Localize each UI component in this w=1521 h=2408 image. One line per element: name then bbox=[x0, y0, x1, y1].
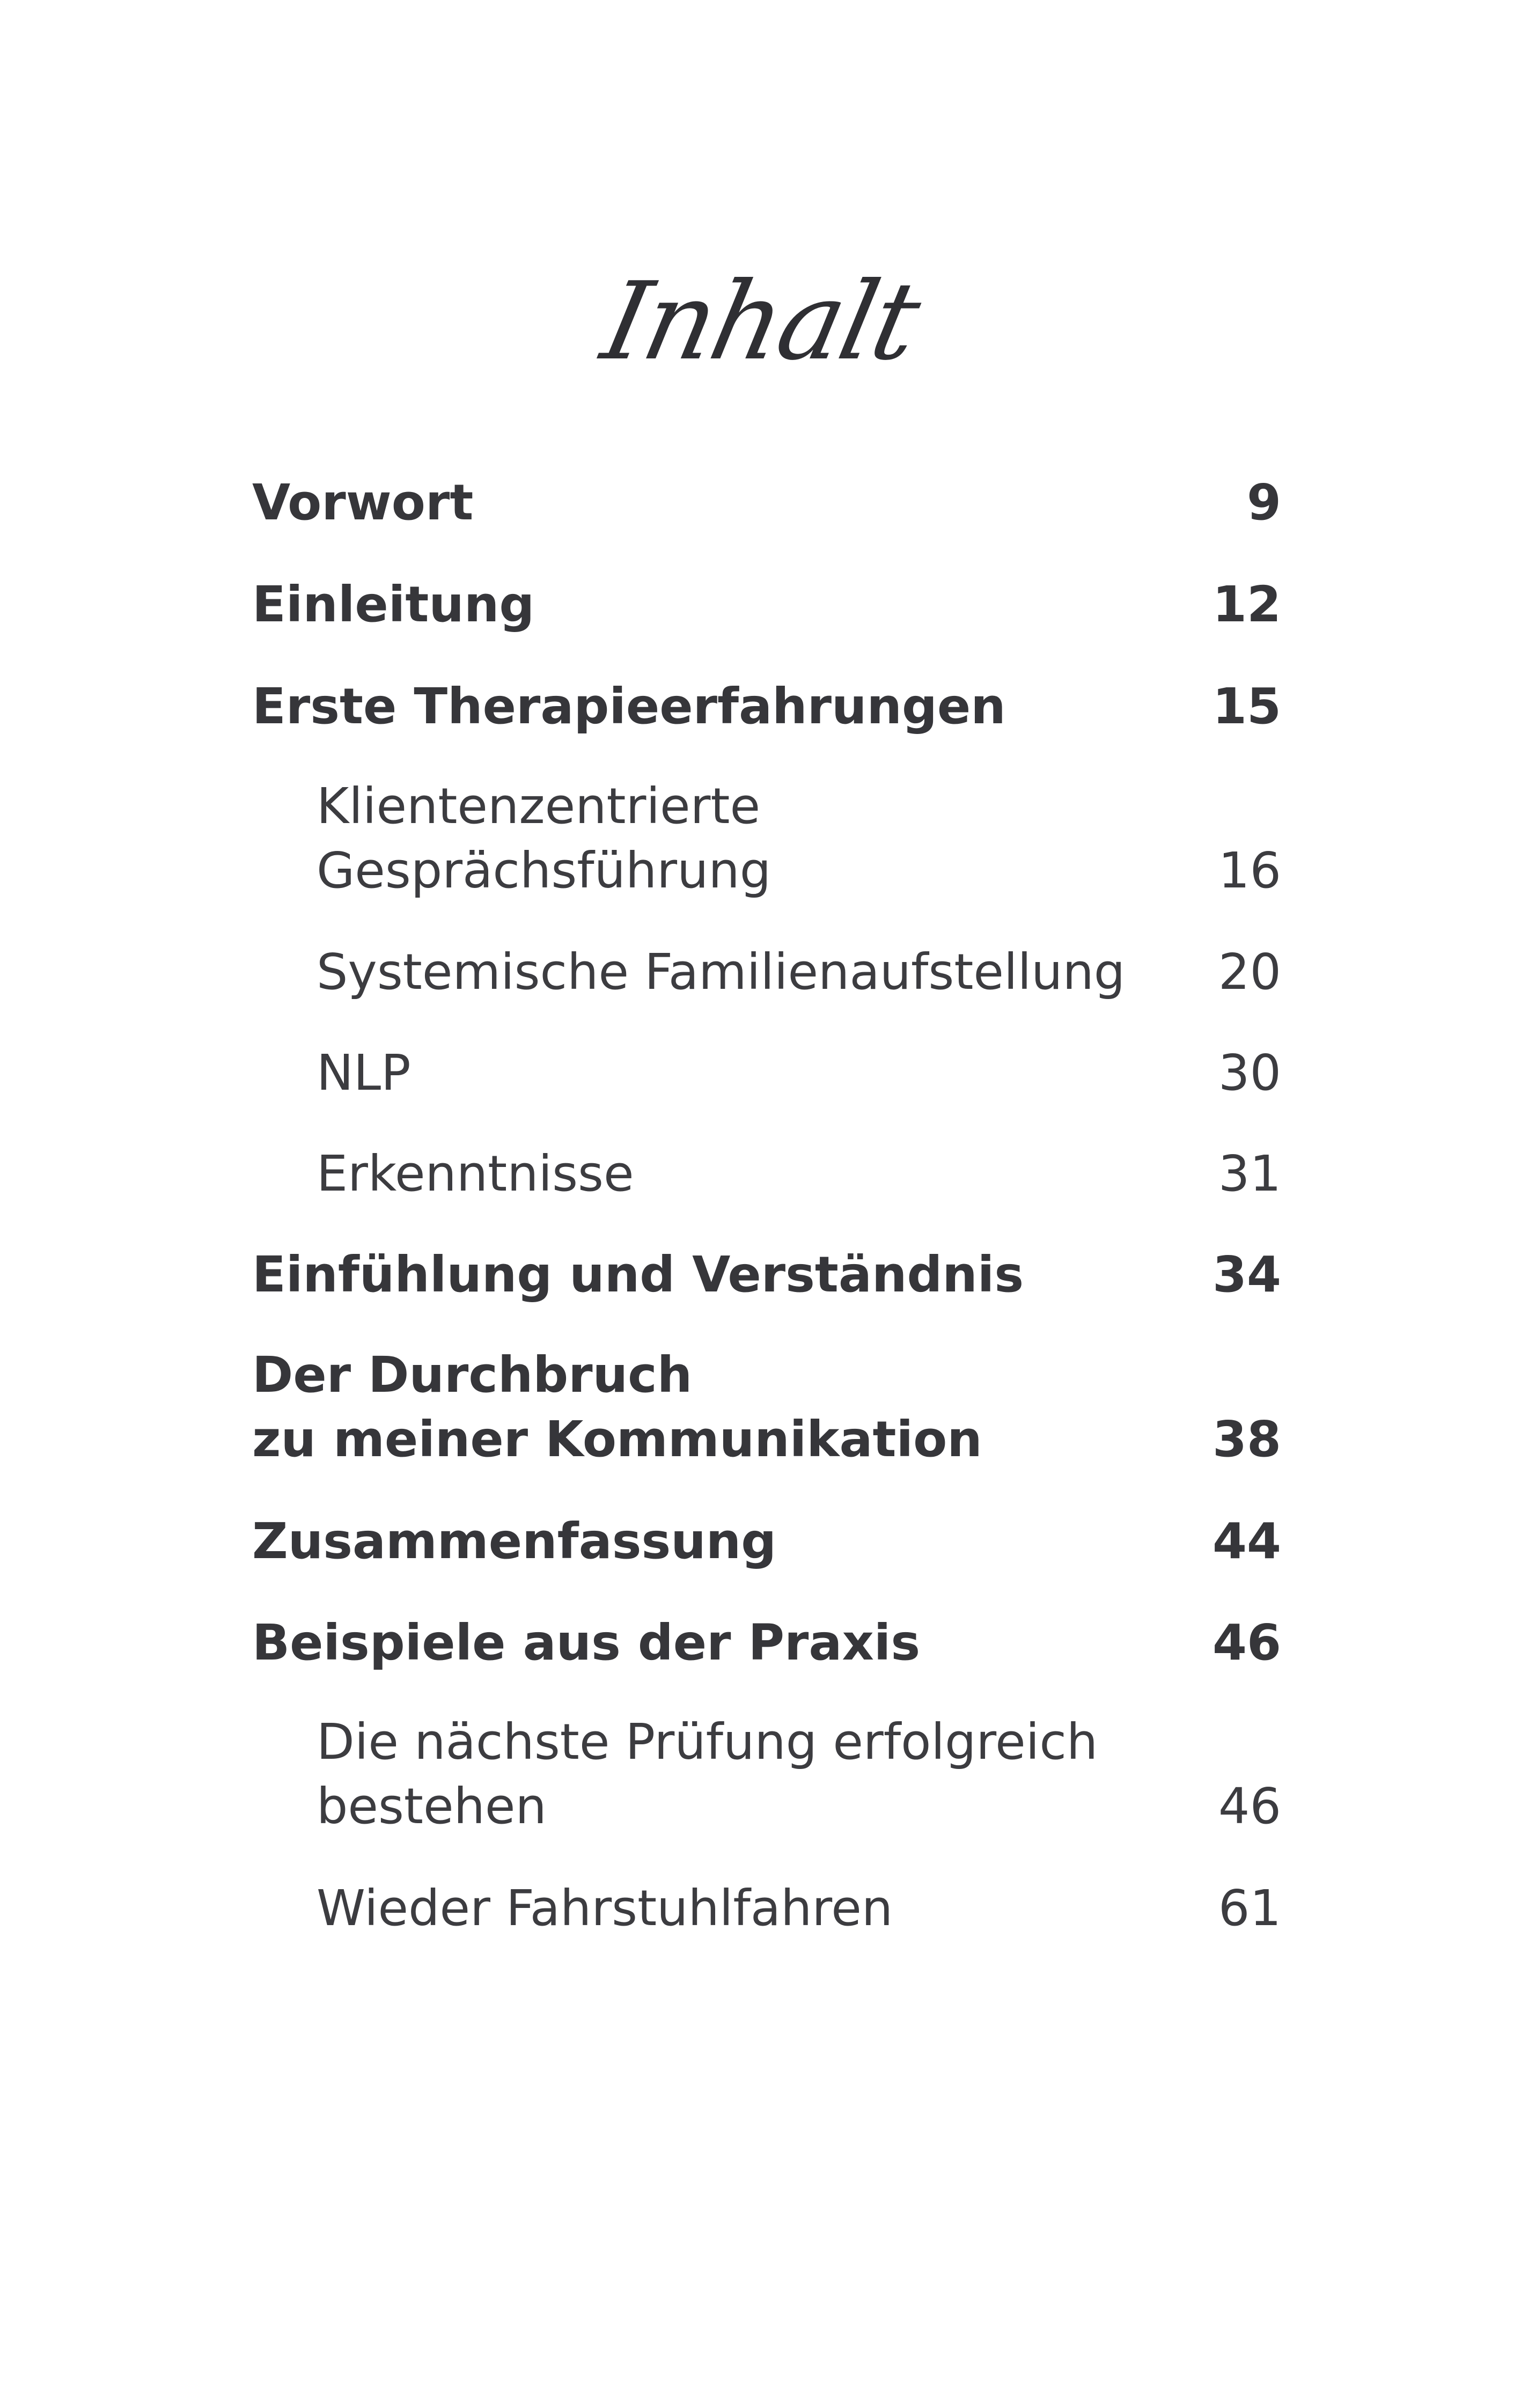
toc-entry-label: NLP bbox=[317, 1044, 411, 1102]
toc-entry-label: Der Durchbruch zu meiner Kommunikation bbox=[252, 1346, 982, 1468]
toc-entry-page: 61 bbox=[1218, 1880, 1281, 1937]
toc-entry-page: 9 bbox=[1246, 474, 1281, 531]
toc-entry-page: 44 bbox=[1212, 1513, 1281, 1570]
toc-entry-label: Klientenzentrierte Gesprächsführung bbox=[317, 777, 771, 899]
toc-entry-page: 38 bbox=[1212, 1411, 1281, 1468]
page-title: Inhalt bbox=[592, 259, 929, 384]
toc-entry-page: 16 bbox=[1218, 842, 1281, 899]
toc-entry-label: Die nächste Prüfung erfolgreich bestehen bbox=[317, 1713, 1098, 1835]
toc-entry-page: 46 bbox=[1218, 1778, 1281, 1835]
toc-entry-page: 30 bbox=[1218, 1044, 1281, 1102]
toc-entry-label: Einleitung bbox=[252, 576, 535, 633]
toc-entry-label: Erkenntnisse bbox=[317, 1145, 634, 1202]
toc-entry-page: 34 bbox=[1212, 1246, 1281, 1303]
toc-entry-page: 20 bbox=[1218, 943, 1281, 1001]
toc-entry-label: Beispiele aus der Praxis bbox=[252, 1614, 921, 1671]
toc-entry-page: 12 bbox=[1212, 576, 1281, 633]
toc-entry-label: Einfühlung und Verständnis bbox=[252, 1246, 1024, 1303]
toc-entry-page: 31 bbox=[1218, 1145, 1281, 1202]
toc-entry-label: Erste Therapieerfahrungen bbox=[252, 678, 1006, 735]
toc-entry-label: Systemische Familienaufstellung bbox=[317, 943, 1126, 1001]
toc-entry-page: 15 bbox=[1212, 678, 1281, 735]
toc-entry-page: 46 bbox=[1212, 1614, 1281, 1671]
toc-entry-label: Wieder Fahrstuhlfahren bbox=[317, 1880, 893, 1937]
toc-entry-label: Vorwort bbox=[252, 474, 474, 531]
toc-entry-label: Zusammenfassung bbox=[252, 1513, 777, 1570]
